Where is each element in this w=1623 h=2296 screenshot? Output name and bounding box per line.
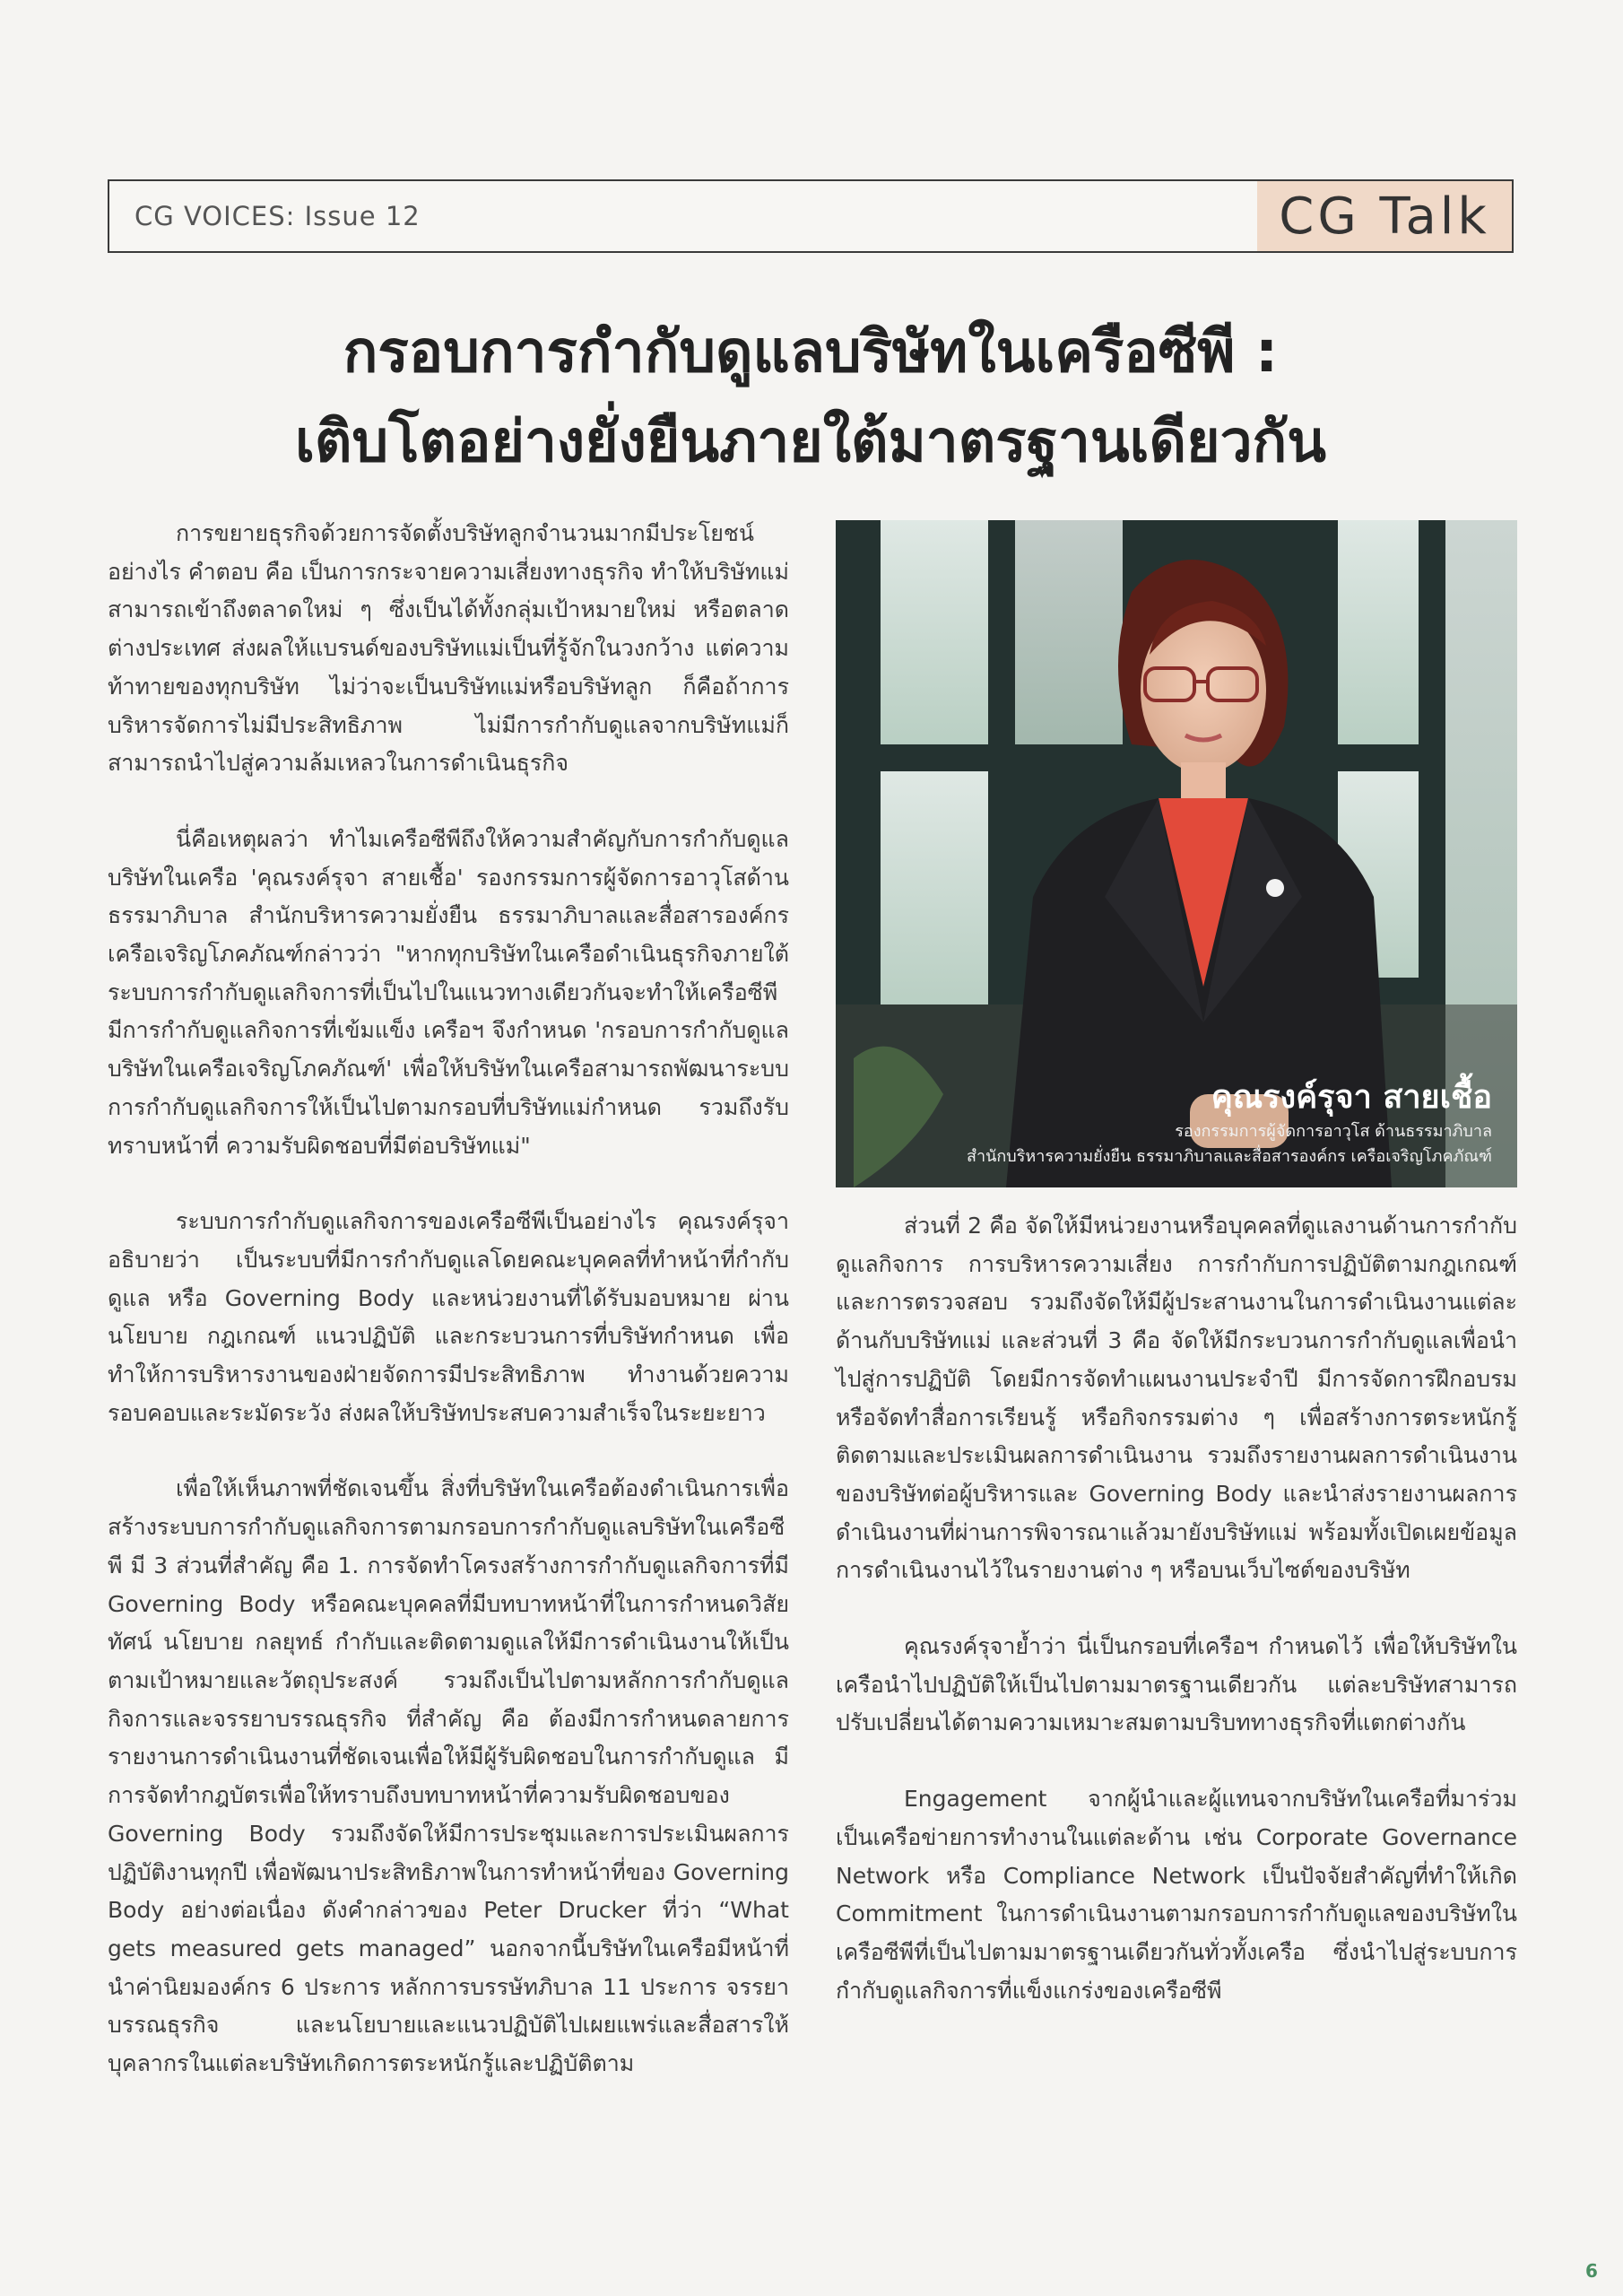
article-title-line-1: กรอบการกำกับดูแลบริษัทในเครือซีพี :	[343, 319, 1279, 386]
issue-label: CG VOICES: Issue 12	[135, 201, 421, 231]
section-label: CG Talk	[1257, 181, 1512, 251]
right-column	[836, 1207, 1517, 2048]
caption-name: คุณรงค์รุจา สายเชื้อ	[1211, 1079, 1492, 1116]
caption-position: รองกรรมการผู้จัดการอาวุโส ด้านธรรมาภิบาล	[1175, 1122, 1492, 1141]
article-title-line-2: เติบโตอย่างยั่งยืนภายใต้มาตรฐานเดียวกัน	[295, 409, 1326, 475]
paragraph: Engagement จากผู้นำและผู้แทนจากบริษัทในเครือที่มาร่วมเป็นเครือข่ายการทำงานในแต่ละด้าน เช่น Corporate Governance Network หรือ Compliance Network เป็นปัจจัยสำคัญที่ทำให้เกิด Commitment ในการดำเนินงานตามกรอบการกำกับดูแลของบริษัทในเครือซีพีที่เป็นไปตามมาตรฐานเดียวกันทั่วทั้งเครือ ซึ่งนำไปสู่ระบบการกำกับดูแลกิจการที่แข็งแกร่งของเครือซีพี	[836, 1786, 1517, 2004]
executive-photo	[836, 520, 1517, 1187]
caption-office: สำนักบริหารความยั่งยืน ธรรมาภิบาลและสื่อสารองค์กร เครือเจริญโภคภัณฑ์	[966, 1147, 1492, 1166]
issue-header	[108, 179, 1514, 253]
left-column	[108, 515, 789, 2121]
paragraph: ส่วนที่ 2 คือ จัดให้มีหน่วยงานหรือบุคคลที่ดูแลงานด้านการกำกับดูแลกิจการ การบริหารความเสี่ยง การกำกับการปฏิบัติตามกฎเกณฑ์และการตรวจสอบ รวมถึงจัดให้มีผู้ประสานงานในการดำเนินงานแต่ละด้านกับบริษัทแม่ และส่วนที่ 3 คือ จัดให้มีกระบวนการกำกับดูแลเพื่อนำไปสู่การปฏิบัติ โดยมีการจัดทำแผนงานประจำปี มีการจัดการฝึกอบรมหรือจัดทำสื่อการเรียนรู้ หรือกิจกรรมต่าง ๆ เพื่อสร้างการตระหนักรู้ ติดตามและประเมินผลการดำเนินงาน รวมถึงรายงานผลการดำเนินงานของบริษัทต่อผู้บริหารและ Governing Body และนำส่งรายงานผลการดำเนินงานที่ผ่านการพิจารณาแล้วมายังบริษัทแม่ พร้อมทั้งเปิดเผยข้อมูลการดำเนินงานไว้ในรายงานต่าง ๆ หรือบนเว็บไซต์ของบริษัท	[836, 1213, 1517, 1584]
page-number: 6	[1585, 2260, 1598, 2282]
paragraph: นี่คือเหตุผลว่า ทำไมเครือซีพีถึงให้ความสำคัญกับการกำกับดูแลบริษัทในเครือ 'คุณรงค์รุจา สายเชื้อ' รองกรรมการผู้จัดการอาวุโสด้านธรรมาภิบาล สำนักบริหารความยั่งยืน ธรรมาภิบาลและสื่อสารองค์กร เครือเจริญโภคภัณฑ์กล่าวว่า "หากทุกบริษัทในเครือดำเนินธุรกิจภายใต้ระบบการกำกับดูแลกิจการที่เป็นไปในแนวทางเดียวกันจะทำให้เครือซีพีมีการกำกับดูแลกิจการที่เข้มแข็ง เครือฯ จึงกำหนด 'กรอบการกำกับดูแลบริษัทในเครือเจริญโภคภัณฑ์' เพื่อให้บริษัทในเครือสามารถพัฒนาระบบการกำกับดูแลกิจการให้เป็นไปตามกรอบที่บริษัทแม่กำหนด รวมถึงรับทราบหน้าที่ ความรับผิดชอบที่มีต่อบริษัทแม่"	[108, 825, 789, 1159]
paragraph: เพื่อให้เห็นภาพที่ชัดเจนขึ้น สิ่งที่บริษัทในเครือต้องดำเนินการเพื่อสร้างระบบการกำกับดูแลกิจการตามกรอบการกำกับดูแลบริษัทในเครือซีพี มี 3 ส่วนที่สำคัญ คือ 1. การจัดทำโครงสร้างการกำกับดูแลกิจการที่มี Governing Body หรือคณะบุคคลที่มีบทบาทหน้าที่ในการกำหนดวิสัยทัศน์ นโยบาย กลยุทธ์ กำกับและติดตามดูแลให้มีการดำเนินงานให้เป็นตามเป้าหมายและวัตถุประสงค์ รวมถึงเป็นไปตามหลักการกำกับดูแลกิจการและจรรยาบรรณธุรกิจ ที่สำคัญ คือ ต้องมีการกำหนดลายการรายงานการดำเนินงานที่ชัดเจนเพื่อให้มีผู้รับผิดชอบในการกำกับดูแล มีการจัดทำกฎบัตรเพื่อให้ทราบถึงบทบาทหน้าที่ความรับผิดชอบของ Governing Body รวมถึงจัดให้มีการประชุมและการประเมินผลการปฏิบัติงานทุกปี เพื่อพัฒนาประสิทธิภาพในการทำหน้าที่ของ Governing Body อย่างต่อเนื่อง ดังคำกล่าวของ Peter Drucker ที่ว่า “What gets measured gets managed” นอกจากนี้บริษัทในเครือมีหน้าที่นำค่านิยมองค์กร 6 ประการ หลักการบรรษัทภิบาล 11 ประการ จรรยาบรรณธุรกิจ และนโยบายและแนวปฏิบัติไปเผยแพร่และสื่อสารให้บุคลากรในแต่ละบริษัทเกิดการตระหนักรู้และปฏิบัติตาม	[108, 1475, 789, 2077]
paragraph: การขยายธุรกิจด้วยการจัดตั้งบริษัทลูกจำนวนมากมีประโยชน์อย่างไร คำตอบ คือ เป็นการกระจายความเสี่ยงทางธุรกิจ ทำให้บริษัทแม่สามารถเข้าถึงตลาดใหม่ ๆ ซึ่งเป็นได้ทั้งกลุ่มเป้าหมายใหม่ หรือตลาดต่างประเทศ ส่งผลให้แบรนด์ของบริษัทแม่เป็นที่รู้จักในวงกว้าง แต่ความท้าทายของทุกบริษัท ไม่ว่าจะเป็นบริษัทแม่หรือบริษัทลูก ก็คือถ้าการบริหารจัดการไม่มีประสิทธิภาพ ไม่มีการกำกับดูแลจากบริษัทแม่ก็สามารถนำไปสู่ความล้มเหลวในการดำเนินธุรกิจ	[108, 520, 789, 777]
paragraph: คุณรงค์รุจาย้ำว่า นี่เป็นกรอบที่เครือฯ กำหนดไว้ เพื่อให้บริษัทในเครือนำไปปฏิบัติให้เป็นไปตามมาตรฐานเดียวกัน แต่ละบริษัทสามารถปรับเปลี่ยนได้ตามความเหมาะสมตามบริบททางธุรกิจที่แตกต่างกัน	[836, 1633, 1517, 1736]
paragraph: ระบบการกำกับดูแลกิจการของเครือซีพีเป็นอย่างไร คุณรงค์รุจาอธิบายว่า เป็นระบบที่มีการกำกับดูแลโดยคณะบุคคลที่ทำหน้าที่กำกับดูแล หรือ Governing Body และหน่วยงานที่ได้รับมอบหมาย ผ่านนโยบาย กฎเกณฑ์ แนวปฏิบัติ และกระบวนการที่บริษัทกำหนด เพื่อทำให้การบริหารงานของฝ่ายจัดการมีประสิทธิภาพ ทำงานด้วยความรอบคอบและระมัดระวัง ส่งผลให้บริษัทประสบความสำเร็จในระยะยาว	[108, 1208, 789, 1426]
